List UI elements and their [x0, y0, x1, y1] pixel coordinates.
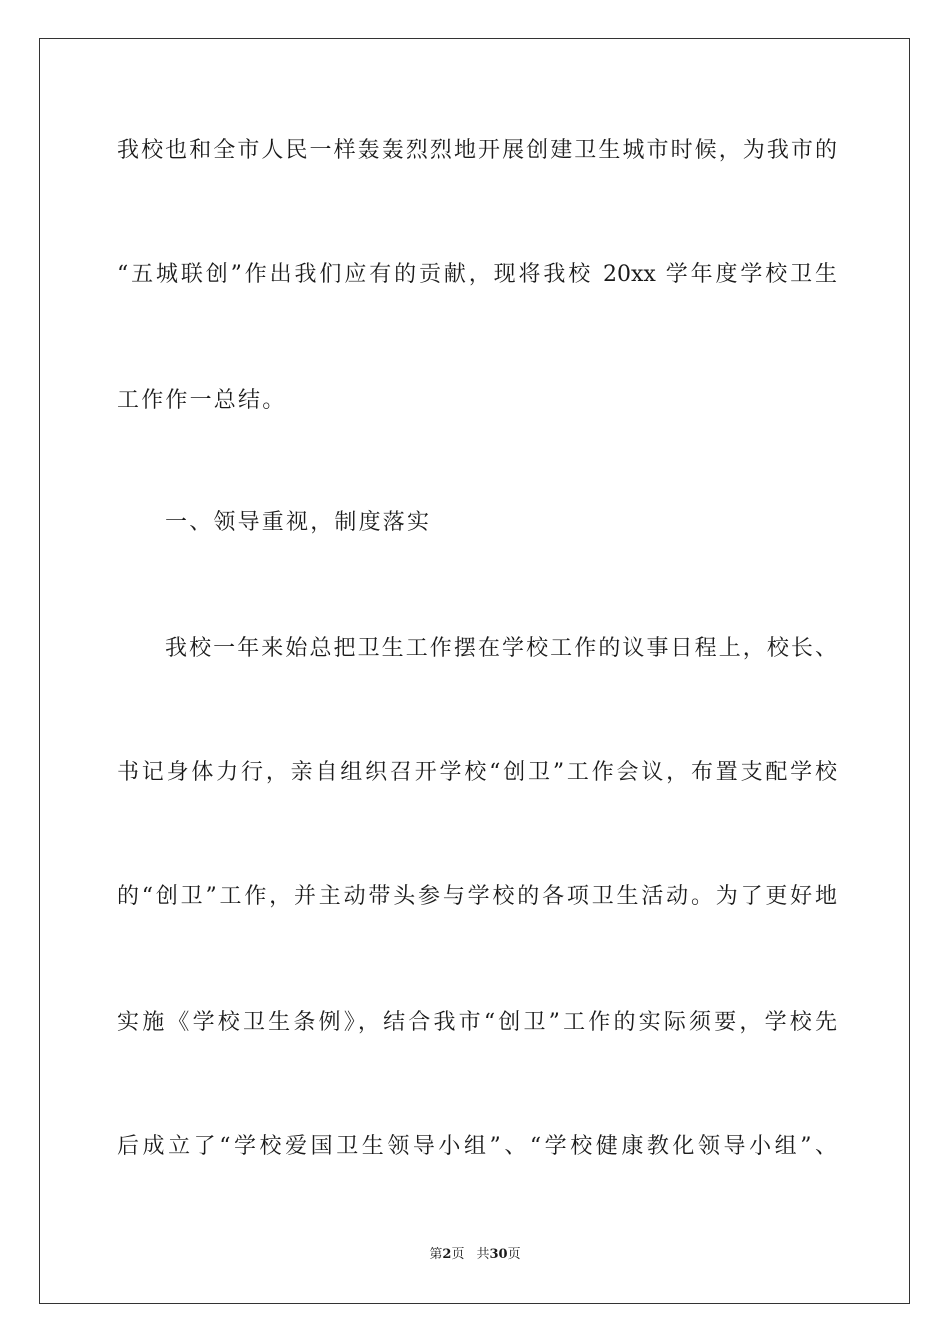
total-label-prefix: 共: [476, 1247, 490, 1262]
section-heading: 一、领导重视，制度落实: [165, 510, 432, 535]
paragraph-line: 后成立了“学校爱国卫生领导小组”、“学校健康教化领导小组”、: [117, 1134, 837, 1159]
paragraph-line: 书记身体力行，亲自组织召开学校“创卫”工作会议，布置支配学校: [117, 760, 837, 785]
total-label-suffix: 页: [507, 1247, 521, 1262]
paragraph-line: 我校也和全市人民一样轰轰烈烈地开展创建卫生城市时候，为我市的: [117, 138, 837, 163]
paragraph-line: 我校一年来始总把卫生工作摆在学校工作的议事日程上，校长、: [165, 636, 837, 661]
total-page-count: 30: [489, 1247, 508, 1262]
page-label-prefix: 第: [429, 1247, 443, 1262]
paragraph-line: 实施《学校卫生条例》，结合我市“创卫”工作的实际须要，学校先: [117, 1010, 837, 1035]
paragraph-line: “五城联创”作出我们应有的贡献，现将我校 20xx 学年度学校卫生: [117, 262, 837, 287]
paragraph-line: 的“创卫”工作，并主动带头参与学校的各项卫生活动。为了更好地: [117, 884, 837, 909]
page-border: [39, 38, 910, 1304]
page-footer: [0, 1246, 950, 1264]
current-page-number: 2: [442, 1247, 452, 1262]
page-label-suffix: 页: [451, 1247, 465, 1262]
paragraph-line: 工作作一总结。: [117, 388, 287, 413]
